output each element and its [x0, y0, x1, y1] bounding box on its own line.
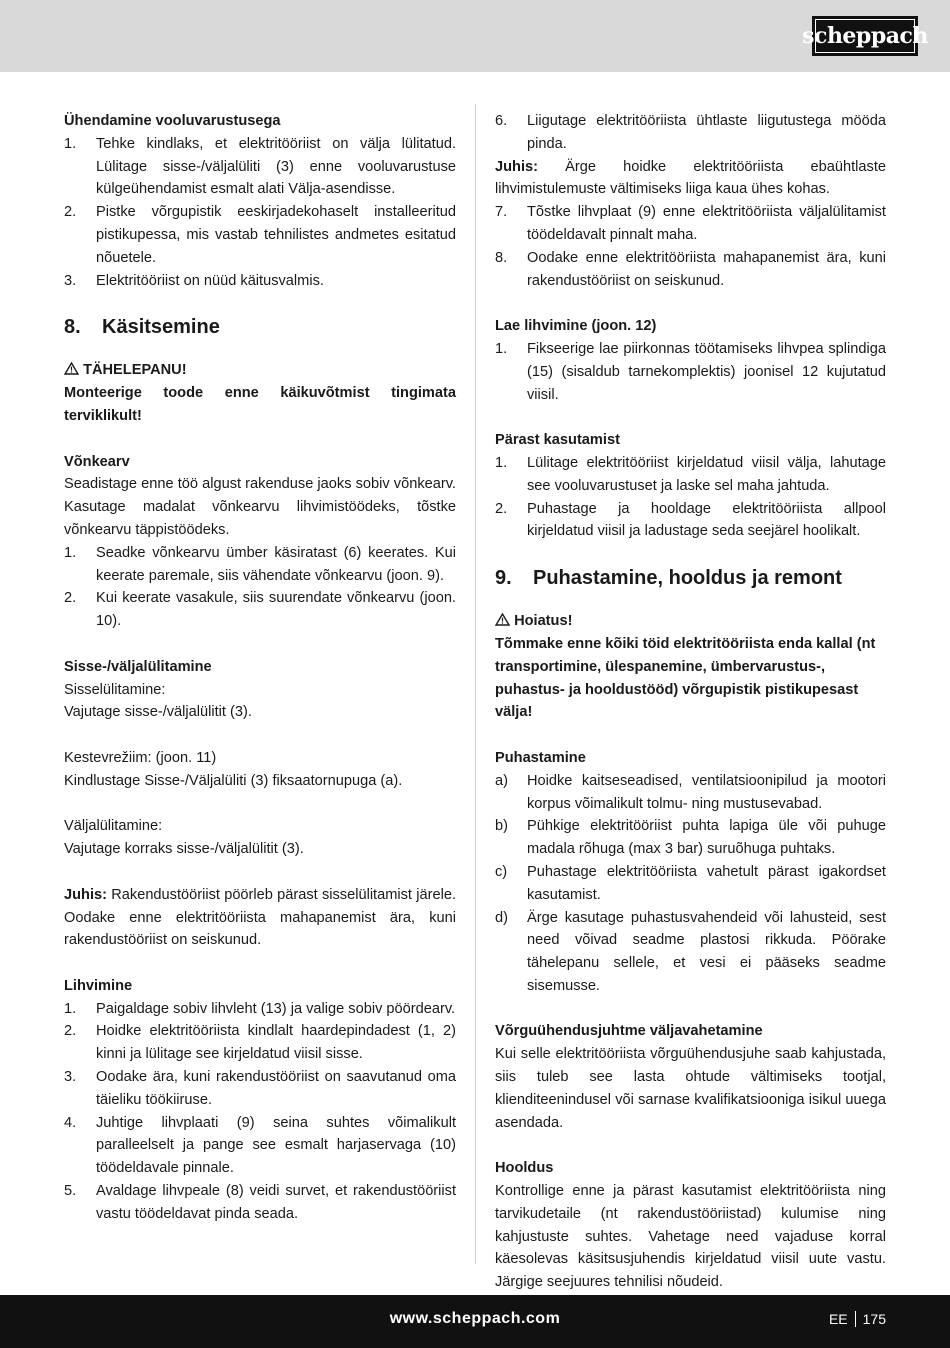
list-item: 2. Kui keerate vasakule, siis suurendate võnkearvu (joon. 10). — [64, 590, 456, 630]
ceiling-heading: Lae lihvimine (joon. 12) — [495, 318, 657, 335]
warning-triangle-icon — [495, 613, 510, 626]
list-item: 5. Avaldage lihvpeale (8) veidi survet, et rakendustööriist vastu töödeldavat pinda seada. — [64, 1183, 456, 1222]
maintenance-text: Kontrollige enne ja pärast kasutamist elektritööriista ning tarvikudetaile (nt rakendustööriistad) kulumise ning kahjustuste suhtes. Vahetage need vajaduse korral käesolevas käsitsusjuhendis kirjeldatud viisil uute vastu. Järgige seejuures tehnilisi nõudeid. — [495, 1183, 886, 1291]
list-item: 2. Hoidke elektritööriista kindlalt haardepindadest (1, 2) kinni ja lülitage see kirjeldatud viisil sisse. — [64, 1023, 456, 1063]
stroke-heading: Võnkearv — [64, 453, 130, 470]
scheppach-logo: scheppach — [812, 16, 918, 56]
page-number: EE 175 — [828, 1311, 886, 1327]
list-item: 1. Lülitage elektritööriist kirjeldatud viisil välja, lahutage see vooluvarustuset ja laske sel maha jahtuda. — [495, 454, 886, 494]
footer-bar — [0, 1295, 950, 1348]
list-item: 7. Tõstke lihvplaat (9) enne elektritööriista väljalülitamist töödeldavalt pinnalt maha. — [495, 204, 886, 243]
list-item: 1. Paigaldage sobiv lihvleht (13) ja valige sobiv pöördearv. — [64, 1000, 456, 1017]
cable-heading: Võrguühendusjuhtme väljavahetamine — [495, 1023, 763, 1040]
sanding-heading: Lihvimine — [64, 977, 133, 994]
warning-text: Monteerige toode enne käikuvõtmist tingimata terviklikult! — [64, 385, 456, 424]
list-item: 1. Seadke võnkearvu ümber käsiratast (6) keerates. Kui keerate paremale, siis vähendate võnkearvu (joon. 9). — [64, 544, 456, 584]
list-item: 2. Pistke võrgupistik eeskirjadekohaselt installeeritud pistikupessa, mis vastab tehnilistes andmetes esitatud nõuetele. — [64, 204, 456, 266]
stroke-text: Seadistage enne töö algust rakenduse jaoks sobiv võnkearv. Kasutage madalat võnkearvu lihvimistöödeks, tõstke võnkearvu täppistöödeks. — [64, 476, 456, 538]
warning-triangle-icon — [64, 362, 79, 375]
list-item: 2. Puhastage ja hooldage elektritööriista allpool kirjeldatud viisil ja ladustage seda seejärel hoolikalt. — [495, 500, 886, 540]
list-item: 1. Fikseerige lae piirkonnas töötamiseks lihvpea splindiga (15) (sisaldub tarnekomplektis) joonisel 12 kujutatud viisil. — [495, 340, 886, 403]
list-item: 8. Oodake enne elektritööriista mahapanemist ära, kuni rakendustööriist on seiskunud. — [495, 249, 886, 289]
list-item: d) Ärge kasutage puhastusvahendeid või lahusteid, sest need võivad seadme plastosi rikkuda. Pöörake tähelepanu sellele, et vesi ei pääseks seadme sisemusse. — [495, 909, 886, 994]
section-9-heading: 9. Puhastamine, hooldus ja remont — [495, 567, 842, 590]
list-item: 1. Tehke kindlaks, et elektritööriist on välja lülitatud. Lülitage sisse-/väljalüliti (3) enne vooluvarustuse külgeühendamist esmalt alati Välja-asendisse. — [64, 135, 456, 198]
warning-title: Hoiatus! — [495, 610, 886, 633]
warning-title: TÄHELEPANU! — [64, 359, 456, 382]
off-text: Vajutage korraks sisse-/väljalülitit (3). — [64, 841, 304, 858]
list-item: b) Pühkige elektritööriist puhta lapiga üle või puhuge madala rõhuga (max 3 bar) suruõhuga puhtaks. — [495, 818, 886, 858]
left-column — [64, 110, 456, 1226]
after-use-heading: Pärast kasutamist — [495, 432, 620, 449]
list-item: c) Puhastage elektritööriista vahetult pärast igakordset kasutamist. — [495, 863, 886, 903]
list-item: 6. Liigutage elektritööriista ühtlaste liigutustega mööda pinda. — [495, 113, 886, 152]
list-item: 4. Juhtige lihvplaati (9) seina suhtes võimalikult paralleelselt ja pange see esmalt harjaservaga (10) töödeldavale pinnale. — [64, 1114, 456, 1177]
section-8-heading: 8. Käsitsemine — [64, 316, 220, 339]
cable-text: Kui selle elektritööriista võrguühendusjuhe saab kahjustada, siis tuleb see lasta ohtude vältimiseks tootjal, klienditeenindusel või sarnase kvalifikatsiooniga isikul uuega asendada. — [495, 1046, 886, 1131]
note: Juhis: Ärge hoidke elektritööriista ebaühtlaste lihvimistulemuste vältimiseks liiga kaua ühes kohas. — [495, 158, 886, 198]
continuous-label: Kestevrežiim: (joon. 11) — [64, 749, 217, 766]
right-column — [495, 110, 886, 1294]
list-item: 3. Oodake ära, kuni rakendustööriist on saavutanud oma täieliku töökiiruse. — [64, 1069, 456, 1108]
onoff-heading: Sisse-/väljalülitamine — [64, 658, 212, 675]
list-item: a) Hoidke kaitseseadised, ventilatsioonipilud ja mootori korpus võimalikult tolmu- ning mustusevabad. — [495, 772, 886, 812]
cleaning-heading: Puhastamine — [495, 749, 586, 766]
off-label: Väljalülitamine: — [64, 818, 163, 835]
note: Juhis: Rakendustööriist pöörleb pärast sisselülitamist järele. Oodake enne elektritööriista mahapanemist ära, kuni rakendustööriist on seiskunud. — [64, 886, 456, 949]
list-item: 3. Elektritööriist on nüüd käitusvalmis. — [64, 272, 324, 289]
on-label: Sisselülitamine: — [64, 681, 166, 698]
column-divider — [475, 104, 476, 1264]
maintenance-heading: Hooldus — [495, 1160, 554, 1177]
on-text: Vajutage sisse-/väljalülitit (3). — [64, 704, 252, 721]
footer-url: www.scheppach.com — [389, 1310, 561, 1327]
header-bar — [0, 0, 950, 72]
continuous-text: Kindlustage Sisse-/Väljalüliti (3) fiksaatornupuga (a). — [64, 772, 403, 789]
warning-text: Tõmmake enne kõiki töid elektritööriista enda kallal (nt transportimine, ülespanemine, ümbervarustus-, puhastus- ja hooldustööd) võrgupistik pistikupesast välja! — [495, 635, 876, 721]
connect-heading: Ühendamine vooluvarustusega — [64, 113, 281, 129]
